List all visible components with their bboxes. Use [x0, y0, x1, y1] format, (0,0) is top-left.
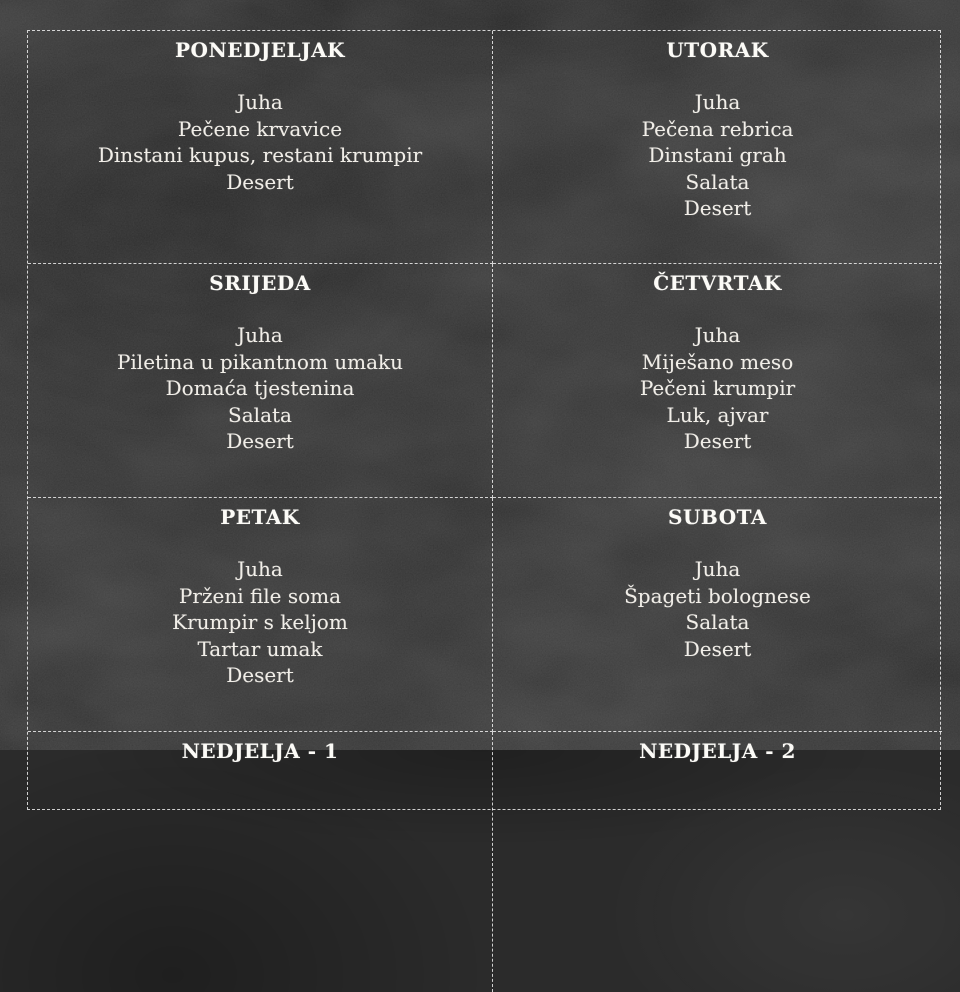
day-menu-list	[493, 322, 942, 455]
menu-item: Salata	[685, 610, 750, 634]
menu-item: Salata	[685, 169, 750, 194]
menu-item: Juha	[694, 323, 741, 347]
menu-item: Desert	[683, 196, 752, 220]
day-title: SUBOTA	[668, 505, 767, 529]
day-cell-ponedjeljak	[28, 31, 493, 264]
menu-item: Miješano meso	[641, 349, 794, 374]
day-menu-list	[28, 556, 492, 689]
menu-item: Desert	[226, 429, 294, 453]
menu-item: Juha	[237, 90, 283, 114]
day-menu-list	[28, 89, 492, 195]
menu-item: Desert	[226, 169, 294, 194]
day-cell-subota	[493, 498, 942, 732]
menu-item: Špageti bolognese	[624, 583, 811, 608]
day-title: NEDJELJA - 2	[639, 739, 796, 763]
menu-item: Juha	[237, 557, 283, 581]
day-title: NEDJELJA - 1	[181, 739, 339, 763]
menu-item: Prženi file soma	[178, 583, 342, 608]
day-cell-nedjelja-1	[28, 732, 493, 992]
menu-item: Dinstani kupus, restani krumpir	[97, 143, 423, 167]
day-title: PONEDJELJAK	[175, 38, 345, 62]
menu-item: Krumpir s keljom	[172, 610, 348, 634]
menu-item: Tartar umak	[197, 636, 323, 661]
menu-item: Luk, ajvar	[666, 402, 769, 427]
day-cell-srijeda	[28, 264, 493, 498]
menu-item: Pečene krvavice	[177, 116, 343, 141]
day-title: PETAK	[220, 505, 300, 529]
day-menu-list	[493, 89, 942, 222]
day-title: ČETVRTAK	[653, 271, 782, 295]
day-title: SRIJEDA	[209, 271, 311, 295]
menu-item: Pečeni krumpir	[639, 376, 796, 400]
menu-item: Domaća tjestenina	[165, 376, 355, 400]
day-cell-utorak	[493, 31, 942, 264]
menu-item: Juha	[237, 323, 283, 347]
menu-item: Dinstani grah	[648, 143, 787, 167]
day-menu-list	[493, 556, 942, 662]
day-cell-cetvrtak	[493, 264, 942, 498]
day-menu-list	[28, 322, 492, 455]
menu-item: Juha	[694, 90, 741, 114]
day-title: UTORAK	[666, 38, 769, 62]
menu-item: Desert	[226, 663, 294, 687]
menu-item: Salata	[228, 402, 292, 427]
day-cell-nedjelja-2	[493, 732, 942, 992]
menu-item: Juha	[694, 557, 741, 581]
day-cell-petak	[28, 498, 493, 732]
menu-item: Desert	[683, 429, 752, 453]
weekly-menu-grid	[27, 30, 941, 810]
menu-item: Pečena rebrica	[641, 116, 794, 141]
menu-item: Desert	[683, 636, 752, 661]
menu-item: Piletina u pikantnom umaku	[116, 349, 404, 374]
